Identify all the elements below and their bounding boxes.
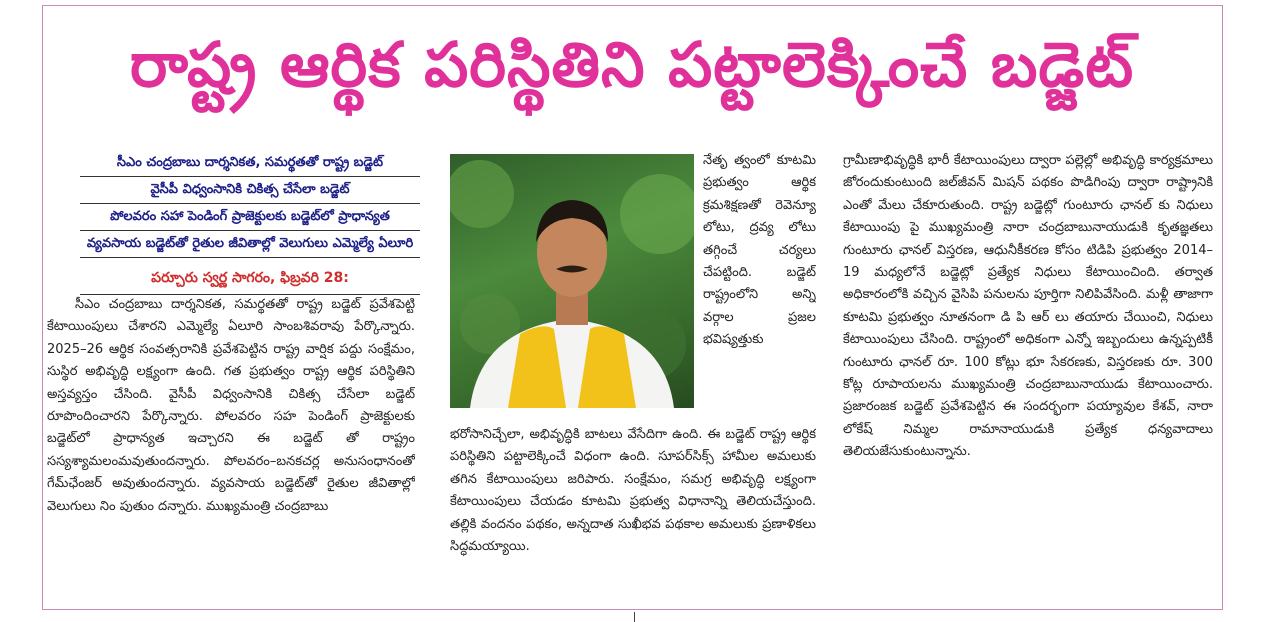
- subhead-1: సీఎం చంద్రబాబు దార్శనికత, సమర్థతతో రాష్ట్ర బడ్జెట్: [80, 150, 420, 177]
- article-column-2-bottom: భరోసానిచ్చేలా, అభివృద్ధికి బాటలు వేసేదిగా ఉంది. ఈ బడ్జెట్ రాష్ట్ర ఆర్థిక పరిస్థితిని పట్టాలెక్కించే విధంగా ఉంది. సూపర్‌సిక్స్ హామీల అమలుకు తగిన కేటాయింపులు జరిపారు. సంక్షేమం, సమగ్ర అభివృద్ధి లక్ష్యంగా కేటాయింపులు చేయడం కూటమి ప్రభుత్వ విధానాన్ని తెలియచేస్తుంది. తల్లికి వందనం పథకం, అన్నదాత సుఖీభవ పథకాల అమలుకు ప్రణాళికలు సిద్ధమయ్యాయి.: [450, 427, 816, 555]
- headline: రాష్ట్ర ఆర్థిక పరిస్థితిని పట్టాలెక్కించే బడ్జెట్: [129, 28, 1135, 101]
- article-column-1: సీఎం చంద్రబాబు దార్శనికత, సమర్థతతో రాష్ట్ర బడ్జెట్ ప్రవేశపెట్టి కేటాయింపులు చేశారని ఎమ్మెల్యే ఏలూరి సాంబశివరావు పేర్కొన్నారు. 2025–26 ఆర్థిక సంవత్సరానికి ప్రవేశపెట్టిన రాష్ట్ర వార్షిక పద్దు సంక్షేమం, సుస్థిర అభివృద్ధి లక్ష్యంగా ఉంది. గత ప్రభుత్వం రాష్ట్ర ఆర్థిక పరిస్థితిని అస్తవ్యస్తం చేసింది. వైసీపీ విధ్వంసానికి చికిత్స చేసేలా బడ్జెట్ రూపొందించారని పేర్కొన్నారు. పోలవరం సహ పెండింగ్ ప్రాజెక్టులకు బడ్జెట్‌లో ప్రాధాన్యత ఇచ్చారని ఈ బడ్జెట్ తో రాష్ట్రం సస్యశ్యామలంమవుతుందన్నారు. పోలవరం–బనకచర్ల అనుసంధానంతో గేమ్‌ఛేంజర్ అవుతుందన్నారు. వ్యవసాయ బడ్జెట్‌తో రైతుల జీవితాల్లో వెలుగులు నిం పుతుం దన్నారు. ముఖ్యమంత్రి చంద్రబాబు: [47, 297, 415, 514]
- subhead-4: వ్యవసాయ బడ్జెట్‌తో రైతుల జీవితాల్లో వెలుగులు ఎమ్మెల్యే ఏలూరి: [80, 231, 420, 258]
- subhead-3: పోలవరం సహా పెండింగ్ ప్రాజెక్టులకు బడ్జెట్‌లో ప్రాధాన్యత: [80, 204, 420, 231]
- subheadlines: [80, 150, 420, 258]
- dateline: పర్చూరు స్వర్ణ సాగరం, ఫిబ్రవరి 28:: [80, 266, 420, 295]
- subhead-2: వైసీపీ విధ్వంసానికి చికిత్స చేసేలా బడ్జెట్: [80, 177, 420, 204]
- article-column-3: గ్రామీణాభివృద్ధికి భారీ కేటాయింపులు ద్వారా పల్లెల్లో అభివృద్ధి కార్యక్రమాలు జోరందుకుంటుంది జల్‌జీవన్ మిషన్ పథకం పొడిగింపు ద్వారా రాష్ట్రానికి ఎంతో మేలు చేకూరుతుంది. రాష్ట్ర బడ్జెట్లో గుంటూరు ఛానల్ కు నిధులు కేటాయింపు పై ముఖ్యమంత్రి నారా చంద్రబాబునాయుడుకి కృతజ్ఞతలు గుంటూరు ఛానల్ విస్తరణ, ఆధునీకీకరణ కోసం టిడిపి ప్రభుత్వం 2014–19 మధ్యలోనే బడ్జెట్లో ప్రత్యేక నిధులు కేటాయించింది. తర్వాత అధికారంలోకి వచ్చిన వైసిపి పనులను పూర్తిగా నిలిపివేసింది. మళ్లీ తాజాగా కూటమి ప్రభుత్వం నూతనంగా డి పి ఆర్ లు తయారు చేయించి, నిధులు కేటాయింపులు చేసింది. రాష్ట్రంలో అధికంగా ఎన్నో ఇబ్బందులు ఉన్నప్పటికీ గుంటూరు ఛానల్ రూ. 100 కోట్లు భూ సేకరణకు, విస్తరణకు రూ. 300 కోట్ల రూపాయలను ముఖ్యమంత్రి చంద్రబాబునాయుడు కేటాయించారు. ప్రజారంజక బడ్జెట్ ప్రవేశపెట్టిన ఈ సందర్భంగా పయ్యావుల కేశవ్, నారా లోకేష్ నిమ్మల రామానాయుడుకి ప్రత్యేక ధన్యవాదాలు తెలియజేసుకుంటున్నాను.: [843, 153, 1213, 460]
- article-column-2-side: నేతృ త్వంలో కూటమి ప్రభుత్వం ఆర్థిక క్రమశిక్షణతో రెవెన్యూ లోటు, ద్రవ్య లోటు తగ్గించే చర్యలు చేపట్టింది. బడ్జెట్ రాష్ట్రంలోని అన్ని వర్గాల ప్రజల భవిష్యత్తుకు: [703, 153, 816, 348]
- portrait-illustration: [450, 154, 694, 408]
- mla-portrait-photo: [450, 154, 694, 408]
- page-center-mark: [634, 612, 635, 622]
